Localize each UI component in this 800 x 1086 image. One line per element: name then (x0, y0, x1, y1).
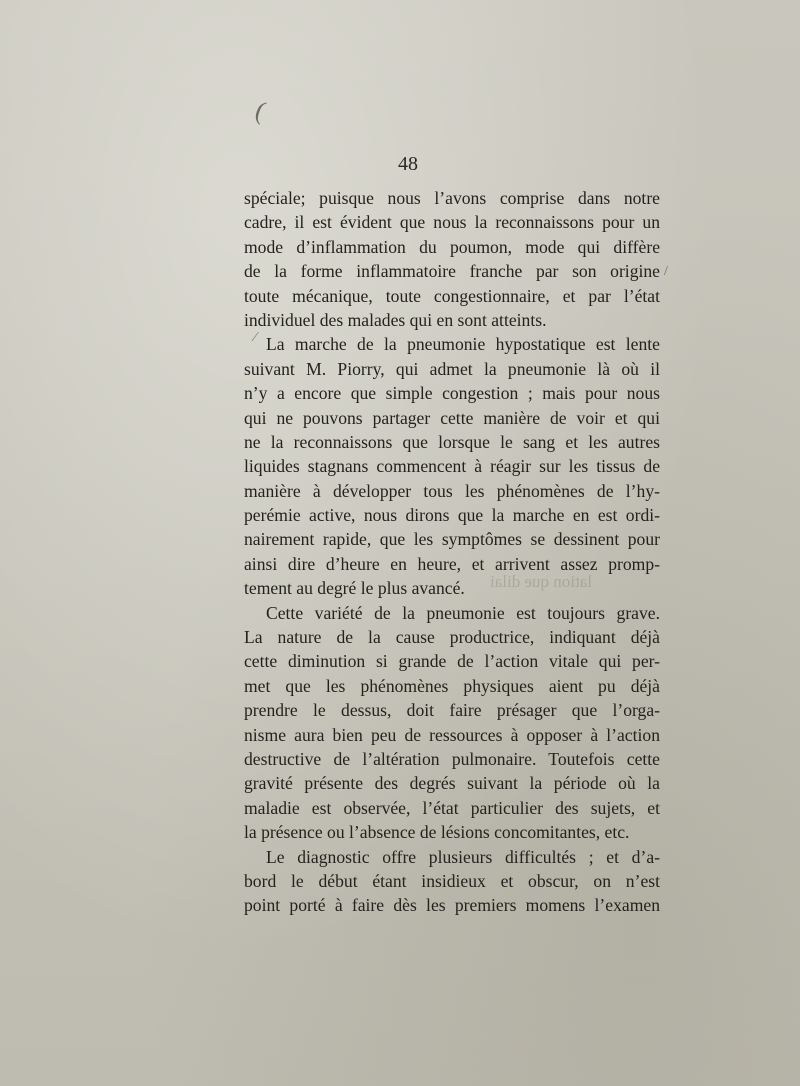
text-line: prendre le dessus, doit faire présager que l’orga- (244, 700, 660, 721)
text-line: toute mécanique, toute congestionnaire, et par l’état (244, 285, 660, 306)
text-line: suivant M. Piorry, qui admet la pneumonie là où il (244, 358, 660, 379)
text-line: spéciale; puisque nous l’avons comprise dans notre (244, 188, 660, 208)
text-line: Le diagnostic offre plusieurs difficultés ; et d’a- (266, 846, 660, 867)
text-line: individuel des malades qui en sont atteints. (244, 309, 547, 330)
text-line: mode d’inflammation du poumon, mode qui diffère (244, 236, 660, 257)
text-line: bord le début étant insidieux et obscur, on n’est (244, 870, 660, 891)
text-line: Cette variété de la pneumonie est toujours grave. (266, 602, 660, 623)
text-line: la présence ou l’absence de lésions concomitantes, etc. (244, 822, 630, 843)
pencil-tick-icon: / (664, 264, 668, 279)
text-line: nairement rapide, que les symptômes se dessinent pour (244, 529, 660, 550)
text-line: met que les phénomènes physiques aient pu déjà (244, 675, 660, 696)
text-line: nisme aura bien peu de ressources à opposer à l’action (244, 724, 660, 745)
text-line: ne la reconnaissons que lorsque le sang et les autres (244, 431, 660, 452)
text-line: destructive de l’altération pulmonaire. Toutefois cette (244, 748, 660, 769)
body-text (244, 186, 660, 918)
text-line: qui ne pouvons partager cette manière de voir et qui (244, 407, 660, 428)
pencil-mark-icon: ( (251, 95, 270, 126)
pencil-tick-icon: ⁄ (254, 330, 257, 345)
text-line: La nature de la cause productrice, indiquant déjà (244, 627, 660, 648)
text-line: cadre, il est évident que nous la reconnaissons pour un (244, 212, 660, 233)
text-line: La marche de la pneumonie hypostatique est lente (266, 334, 660, 355)
text-line: gravité présente des degrés suivant la période où la (244, 773, 660, 794)
page-number: 48 (398, 153, 418, 175)
text-line: perémie active, nous dirons que la marche en est ordi- (244, 505, 660, 526)
bleed-through-text: lation que dilai (490, 572, 592, 591)
text-line: n’y a encore que simple congestion ; mais pour nous (244, 383, 660, 404)
text-line: liquides stagnans commencent à réagir sur les tissus de (244, 456, 660, 477)
text-line: ainsi dire d’heure en heure, et arrivent assez promp- (244, 553, 660, 574)
text-line: tement au degré le plus avancé. (244, 578, 465, 599)
text-line: maladie est observée, l’état particulier des sujets, et (244, 797, 660, 818)
text-line: point porté à faire dès les premiers momens l’examen (244, 895, 660, 916)
text-line: cette diminution si grande de l’action vitale qui per- (244, 651, 660, 672)
text-line: manière à développer tous les phénomènes de l’hy- (244, 480, 660, 501)
text-line: de la forme inflammatoire franche par son origine (244, 261, 660, 282)
